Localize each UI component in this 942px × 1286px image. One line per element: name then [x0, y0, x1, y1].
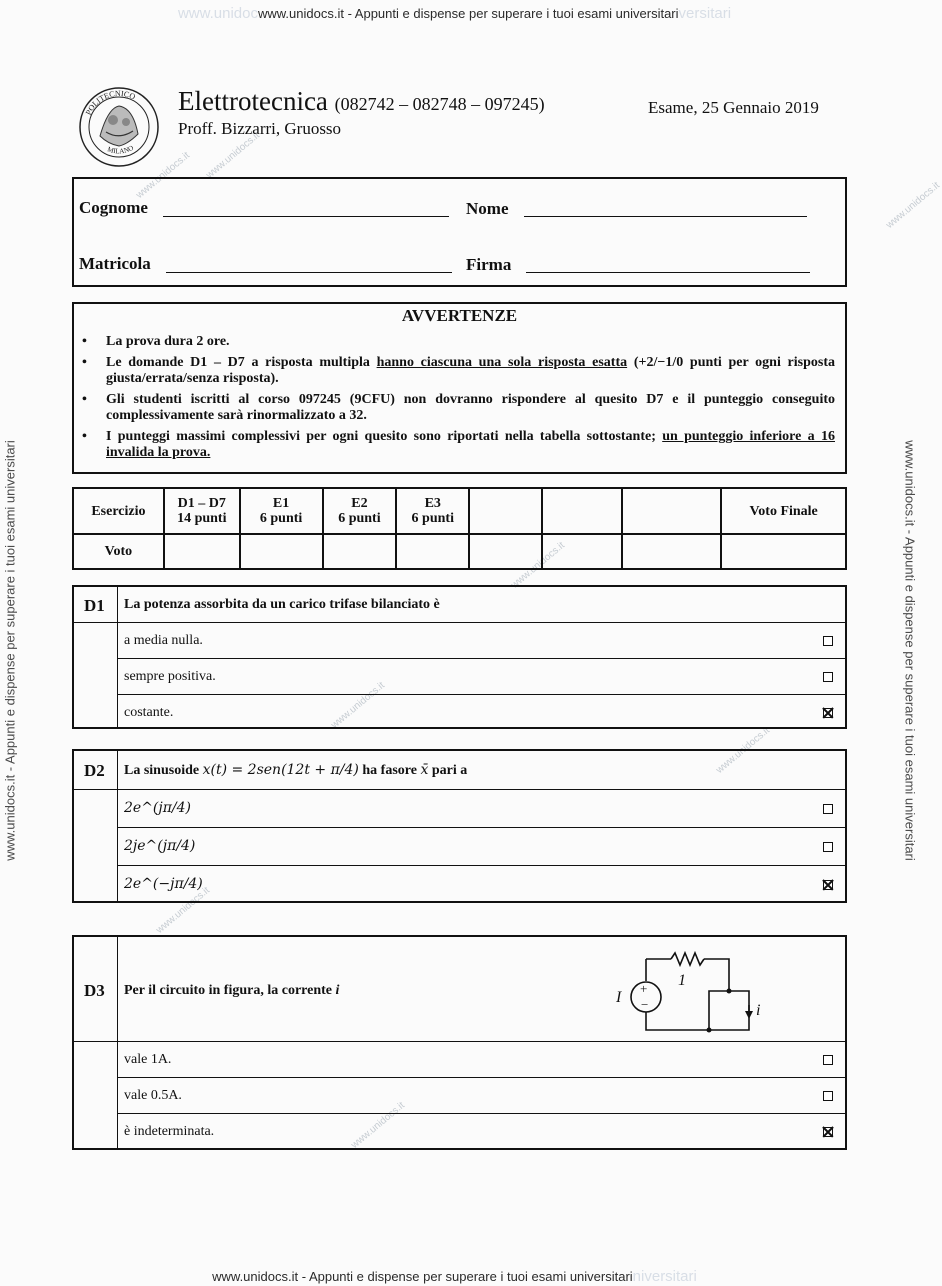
score-cell[interactable]: [240, 534, 323, 569]
source-label: I: [616, 989, 622, 1006]
phasor-symbol: x̄: [420, 762, 429, 778]
watermark-top-text: www.unidocs.it - Appunti e dispense per superare i tuoi esami universitari: [257, 6, 679, 21]
score-cell[interactable]: [622, 534, 722, 569]
surname-field[interactable]: [163, 216, 449, 217]
watermark-ghost-left: www.unidoc: [177, 5, 258, 22]
warning-item: [82, 355, 835, 387]
answer-checkbox[interactable]: [823, 672, 833, 682]
score-header-e2: [323, 488, 397, 534]
watermark-diagonal: www.unidocs.it: [154, 885, 212, 936]
warning-text-underlined: un punteggio inferiore a 16 invalida la prova.: [106, 429, 835, 460]
question-number: D1: [84, 596, 105, 615]
question-d3: [72, 935, 847, 1150]
watermark-diagonal: www.unidocs.it: [349, 1100, 407, 1151]
answer-option: 2e^(−jπ/4): [124, 876, 203, 892]
course-title: [178, 86, 545, 117]
watermark-diagonal: www.unidocs.it: [714, 725, 772, 776]
answer-option: sempre positiva.: [124, 669, 216, 684]
score-e3-points: 6 punti: [411, 511, 454, 526]
signature-label: Firma: [466, 255, 512, 274]
watermark-diagonal: www.unidocs.it: [134, 150, 192, 201]
watermark-diagonal: www.unidocs.it: [884, 180, 942, 231]
watermark-diagonal: www.unidocs.it: [204, 130, 262, 181]
score-cell[interactable]: [721, 534, 846, 569]
answer-checkbox[interactable]: [823, 636, 833, 646]
answer-checkbox[interactable]: [823, 842, 833, 852]
score-table: [72, 487, 847, 570]
answer-checkbox[interactable]: [823, 804, 833, 814]
score-d-points: 14 punti: [177, 511, 227, 526]
question-text-part: Per il circuito in figura, la corrente: [124, 983, 336, 998]
warning-text: (+2/−1/0 punti per ogni risposta giusta/errata/senza risposta).: [106, 355, 835, 386]
score-cell[interactable]: [542, 534, 622, 569]
answer-option: costante.: [124, 705, 174, 720]
watermark-left: www.unidocs.it - Appunti e dispense per superare i tuoi esami universitari: [2, 440, 18, 861]
score-e2-points: 6 punti: [338, 511, 381, 526]
score-header-row: [73, 488, 846, 534]
score-header-exercise: Esercizio: [73, 488, 164, 534]
answer-checkbox[interactable]: [823, 1091, 833, 1101]
warnings-list: [82, 334, 835, 466]
score-cell[interactable]: [469, 534, 542, 569]
question-d2: [72, 749, 847, 903]
current-label: i: [756, 1002, 761, 1019]
politecnico-logo: [78, 86, 160, 168]
watermark-diagonal: www.unidocs.it: [329, 680, 387, 731]
score-header-empty: [542, 488, 622, 534]
question-d1: [72, 585, 847, 729]
score-e1-name: E1: [272, 496, 290, 511]
score-header-empty: [622, 488, 722, 534]
signature-field[interactable]: [526, 272, 810, 273]
answer-checkbox-checked[interactable]: [823, 708, 833, 718]
question-number: D3: [84, 981, 105, 1000]
question-text-part: pari a: [428, 763, 468, 778]
score-e3-name: E3: [424, 496, 441, 511]
answer-option: a media nulla.: [124, 633, 203, 648]
name-label: Nome: [466, 199, 509, 218]
svg-text:−: −: [641, 997, 649, 1012]
svg-text:+: +: [640, 981, 648, 996]
name-field[interactable]: [524, 216, 807, 217]
matricola-label: Matricola: [79, 254, 151, 273]
answer-checkbox-checked[interactable]: [823, 1127, 833, 1137]
score-header-final: Voto Finale: [721, 488, 846, 534]
circuit-diagram: [609, 945, 769, 1039]
surname-label: Cognome: [79, 198, 148, 217]
warning-item: [82, 334, 835, 350]
question-number: D2: [84, 761, 105, 780]
warnings-title: AVVERTENZE: [401, 306, 518, 325]
question-text: La potenza assorbita da un carico trifase bilanciato è: [124, 597, 440, 612]
watermark-ghost-right-bottom: niversitari: [632, 1268, 697, 1285]
warning-item: [82, 392, 835, 424]
question-text-part: La sinusoide: [124, 763, 203, 778]
answer-option: 2e^(jπ/4): [124, 800, 192, 816]
score-e2-name: E2: [351, 496, 368, 511]
watermark-right: www.unidocs.it - Appunti e dispense per superare i tuoi esami universitari: [902, 440, 918, 861]
watermark-bottom-text: www.unidocs.it - Appunti e dispense per superare i tuoi esami universitari: [212, 1269, 633, 1284]
answer-option: 2je^(jπ/4): [124, 838, 196, 854]
watermark-bottom: [0, 1268, 909, 1285]
warning-text-underlined: hanno ciascuna una sola risposta esatta: [376, 355, 628, 370]
score-d-name: D1 – D7: [177, 496, 226, 511]
matricola-field[interactable]: [166, 272, 452, 273]
score-cell[interactable]: [396, 534, 469, 569]
score-vote-label: Voto: [73, 534, 164, 569]
question-text: [124, 762, 467, 779]
score-cell[interactable]: [164, 534, 240, 569]
warnings-box: [72, 302, 847, 474]
watermark-ghost-right: versitari: [678, 5, 732, 22]
score-vote-row: [73, 534, 846, 569]
score-header-d: [164, 488, 240, 534]
logo-seal-icon: [78, 86, 160, 168]
warning-text: La prova dura 2 ore.: [106, 334, 230, 349]
identity-box: [72, 177, 847, 287]
course-name: Elettrotecnica: [178, 86, 328, 116]
score-e1-points: 6 punti: [259, 511, 303, 526]
watermark-diagonal: www.unidocs.it: [509, 540, 567, 591]
score-cell[interactable]: [323, 534, 397, 569]
warning-item: [82, 429, 835, 461]
current-variable: i: [335, 983, 340, 998]
sinusoid-formula: x(t) = 2sen(12t + π/4): [202, 762, 359, 778]
logo-top-text: POLITECNICO: [83, 88, 137, 117]
resistor-label: 1: [678, 972, 686, 989]
warning-text: Gli studenti iscritti al corso 097245 (9CFU) non dovranno rispondere al quesito D7 e il punteggio conseguito complessivamente sarà rinormalizzato a 32.: [106, 392, 835, 423]
answer-checkbox-checked[interactable]: [823, 880, 833, 890]
answer-option: vale 1A.: [124, 1052, 172, 1067]
warning-text: I punteggi massimi complessivi per ogni quesito sono riportati nella tabella sottostante;: [106, 429, 663, 444]
answer-checkbox[interactable]: [823, 1055, 833, 1065]
score-header-empty: [469, 488, 542, 534]
watermark-top: [0, 5, 909, 22]
warning-text: Le domande D1 – D7 a risposta multipla: [106, 355, 377, 370]
question-text-part: ha fasore: [358, 763, 421, 778]
logo-bottom-text: MILANO: [106, 143, 135, 156]
answer-option: è indeterminata.: [124, 1124, 215, 1139]
score-header-e1: [240, 488, 323, 534]
course-codes: (082742 – 082748 – 097245): [334, 94, 545, 114]
score-header-e3: [396, 488, 469, 534]
answer-option: vale 0.5A.: [124, 1088, 182, 1103]
current-arrow-icon: [745, 1011, 753, 1019]
exam-date: Esame, 25 Gennaio 2019: [648, 98, 819, 117]
question-text: [124, 983, 339, 999]
professors: Proff. Bizzarri, Gruosso: [178, 119, 342, 138]
